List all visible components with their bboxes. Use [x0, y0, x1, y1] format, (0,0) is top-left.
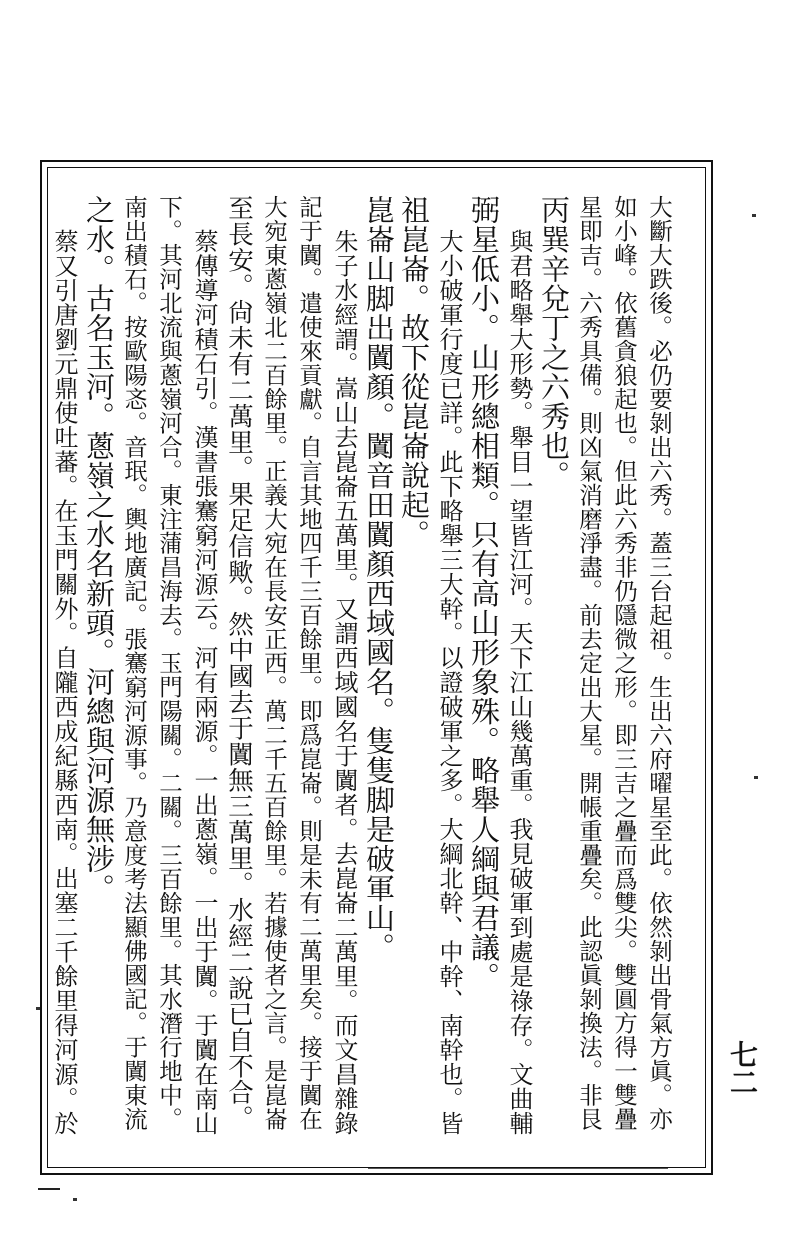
text-column: 弼星低小。山形總相類。只有高山形象殊。略舉人綱與君議。 [467, 195, 501, 992]
text-column: 蔡又引唐劉元鼎使吐蕃。在玉門關外。自隴西成紀縣西南。出塞二千餘里得河源。於 [50, 229, 78, 1136]
scan-speck [73, 1198, 77, 1201]
text-column: 南出積石。按歐陽忞。音珉。輿地廣記。張騫窮河源事。乃意度考法顯佛國記。于闐東流 [120, 195, 148, 1131]
text-body [50, 195, 676, 1145]
text-column: 祖崑崙。故下從崑崙說起。 [397, 195, 431, 549]
text-column: 下。其河北流與蔥嶺河合。東注蒲昌海去。玉門陽關。二關。三百餘里。其水潛行地中。 [155, 195, 183, 1131]
text-column: 記于闐。遣使來貢獻。自言其地四千三百餘里。即爲崑崙。則是未有二萬里矣。接于闐在 [295, 195, 323, 1131]
scan-smudge [368, 1168, 668, 1169]
text-column: 朱子水經謂。嵩山去崑崙五萬里。又謂西域國名于闐者。去崑崙二萬里。而文昌雜錄 [330, 229, 358, 1136]
text-column: 如小峰。依舊貪狼起也。但此六秀非仍隱微之形。即三吉之疊而爲雙尖。雙圓方得一雙疊 [610, 195, 638, 1131]
text-column: 至長安。尙未有二萬里。果足信歟。然中國去于闐無三萬里。水經二說已自不合。 [224, 195, 254, 1131]
text-column: 星即吉。六秀具備。則凶氣消磨淨盡。前去定出大星。開帳重疊矣。此認眞剝換法。非艮 [575, 195, 603, 1131]
scan-speck [752, 214, 756, 217]
text-column: 大宛東蔥嶺北二百餘里。正義大宛在長安正西。萬二千五百餘里。若據使者之言。是崑崙 [260, 195, 288, 1131]
text-column: 大斷大跌後。必仍要剝出六秀。蓋三台起祖。生出六府曜星至此。依然剝出骨氣方眞。亦 [645, 195, 673, 1131]
scan-speck [36, 1007, 40, 1010]
text-column: 大小破軍行度已詳。此下略舉三大幹。以證破軍之多。大綱北幹、中幹、南幹也。皆 [435, 229, 463, 1136]
text-column: 丙巽辛兌丁之六秀也。 [537, 195, 571, 490]
text-column: 之水。古名玉河。蔥嶺之水名新頭。河總與河源無涉。 [82, 195, 116, 903]
text-column: 與君略舉大形勢。舉目一望皆江河。天下江山幾萬重。我見破軍到處是祿存。文曲輔 [505, 229, 533, 1136]
page-number: 七二 [726, 1040, 759, 1096]
scan-speck [754, 776, 758, 779]
text-column: 崑崙山脚出闐顏。闐音田闐顏西域國名。隻隻脚是破軍山。 [362, 195, 396, 962]
text-column: 蔡傳導河積石引。漢書張騫窮河源云。河有兩源。一出蔥嶺。一出于闐。于闐在南山 [190, 229, 218, 1136]
scan-smudge [38, 1188, 60, 1190]
